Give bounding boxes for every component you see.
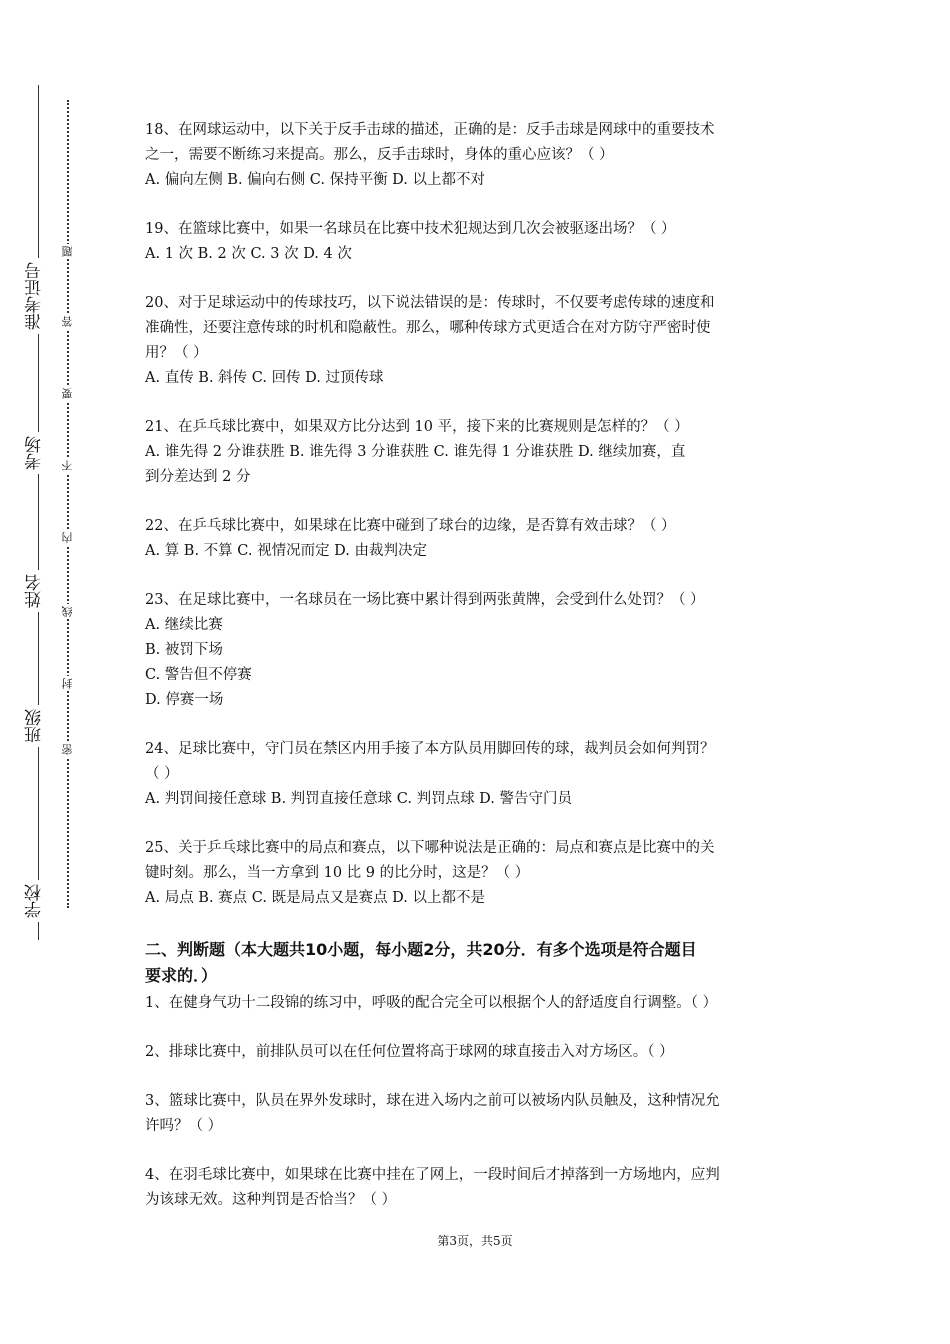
question-stem: 用？（ ） [145,345,208,361]
binding-margin [0,0,110,1344]
question-option: A. 继续比赛 [145,617,223,633]
question-stem: 准确性，还要注意传球的时机和隐蔽性。那么，哪种传球方式更适合在对方防守严密时使 [145,320,711,336]
question-options: A. 1 次 B. 2 次 C. 3 次 D. 4 次 [145,246,352,262]
question-options: A. 判罚间接任意球 B. 判罚直接任意球 C. 判罚点球 D. 警告守门员 [145,791,573,807]
seal-char: 答 [61,316,74,327]
question-options: A. 偏向左侧 B. 偏向右侧 C. 保持平衡 D. 以上都不对 [145,172,486,188]
page-footer: 第3页，共5页 [437,1234,513,1248]
exam-content [145,118,810,1237]
question-options: A. 算 B. 不算 C. 视情况而定 D. 由裁判决定 [145,543,428,559]
exam-room-field-label: 考场 [22,432,48,474]
question-options: 到分差达到 2 分 [145,469,251,485]
question-stem: 22、在乒乓球比赛中，如果球在比赛中碰到了球台的边缘，是否算有效击球？（ ） [145,518,676,534]
question-option: C. 警告但不停赛 [145,667,252,683]
class-field-label: 班级 [22,705,48,747]
seal-char: 要 [61,388,74,399]
binding-solid-line [38,85,39,940]
question-24 [145,737,810,812]
question-stem: 键时刻。那么，当一方拿到 10 比 9 的比分时，这是？（ ） [145,865,530,881]
question-stem: 为该球无效。这种判罚是否恰当？（ ） [145,1192,397,1208]
seal-char: 封 [61,678,74,689]
binding-dotted-line [67,100,69,908]
question-stem: 之一，需要不断练习来提高。那么，反手击球时，身体的重心应该？（ ） [145,147,614,163]
question-18 [145,118,810,193]
seal-char: 题 [61,246,74,257]
question-stem: 3、篮球比赛中，队员在界外发球时，球在进入场内之前可以被场内队员触及，这种情况允 [145,1093,720,1109]
question-stem: 24、足球比赛中，守门员在禁区内用手接了本方队员用脚回传的球，裁判员会如何判罚？ [145,741,715,757]
question-options: A. 谁先得 2 分谁获胜 B. 谁先得 3 分谁获胜 C. 谁先得 1 分谁获胜 D. 继续加赛，直 [145,444,686,460]
question-stem: 18、在网球运动中，以下关于反手击球的描述，正确的是：反手击球是网球中的重要技术 [145,122,715,138]
question-19 [145,217,810,267]
question-stem: 2、排球比赛中，前排队员可以在任何位置将高于球网的球直接击入对方场区。（ ） [145,1044,674,1060]
question-stem: 许吗？（ ） [145,1118,223,1134]
question-stem: 23、在足球比赛中，一名球员在一场比赛中累计得到两张黄牌，会受到什么处罚？（ ） [145,592,705,608]
question-option: D. 停赛一场 [145,692,224,708]
judgement-question-1 [145,991,810,1016]
question-stem: 25、关于乒乓球比赛中的局点和赛点，以下哪种说法是正确的：局点和赛点是比赛中的关 [145,840,715,856]
question-25 [145,836,810,911]
judgement-question-3 [145,1089,810,1139]
question-22 [145,514,810,564]
seal-char: 内 [61,532,74,543]
question-21 [145,415,810,490]
judgement-question-2 [145,1040,810,1065]
question-20 [145,291,810,391]
question-options: A. 局点 B. 赛点 C. 既是局点又是赛点 D. 以上都不是 [145,890,486,906]
question-stem: 19、在篮球比赛中，如果一名球员在比赛中技术犯规达到几次会被驱逐出场？（ ） [145,221,676,237]
section-2-title: 二、判断题（本大题共10小题，每小题2分，共20分．有多个选项是符合题目 要求的．） [145,940,697,985]
school-field-label: 学校 [22,880,48,922]
question-stem: 4、在羽毛球比赛中，如果球在比赛中挂在了网上，一段时间后才掉落到一方场地内，应判 [145,1167,720,1183]
seal-char: 线 [61,606,74,617]
question-stem: （ ） [145,766,179,782]
judgement-question-4 [145,1163,810,1213]
seal-char: 不 [61,460,74,471]
question-stem: 20、对于足球运动中的传球技巧，以下说法错误的是：传球时，不仅要考虑传球的速度和 [145,295,715,311]
question-option: B. 被罚下场 [145,642,223,658]
question-23 [145,588,810,713]
question-stem: 21、在乒乓球比赛中，如果双方比分达到 10 平，接下来的比赛规则是怎样的？（ ） [145,419,689,435]
admission-number-field-label: 准考证号 [22,258,48,334]
question-options: A. 直传 B. 斜传 C. 回传 D. 过顶传球 [145,370,384,386]
name-field-label: 姓名 [22,570,48,612]
seal-char: 密 [61,744,74,755]
question-stem: 1、在健身气功十二段锦的练习中，呼吸的配合完全可以根据个人的舒适度自行调整。（ ） [145,995,718,1011]
